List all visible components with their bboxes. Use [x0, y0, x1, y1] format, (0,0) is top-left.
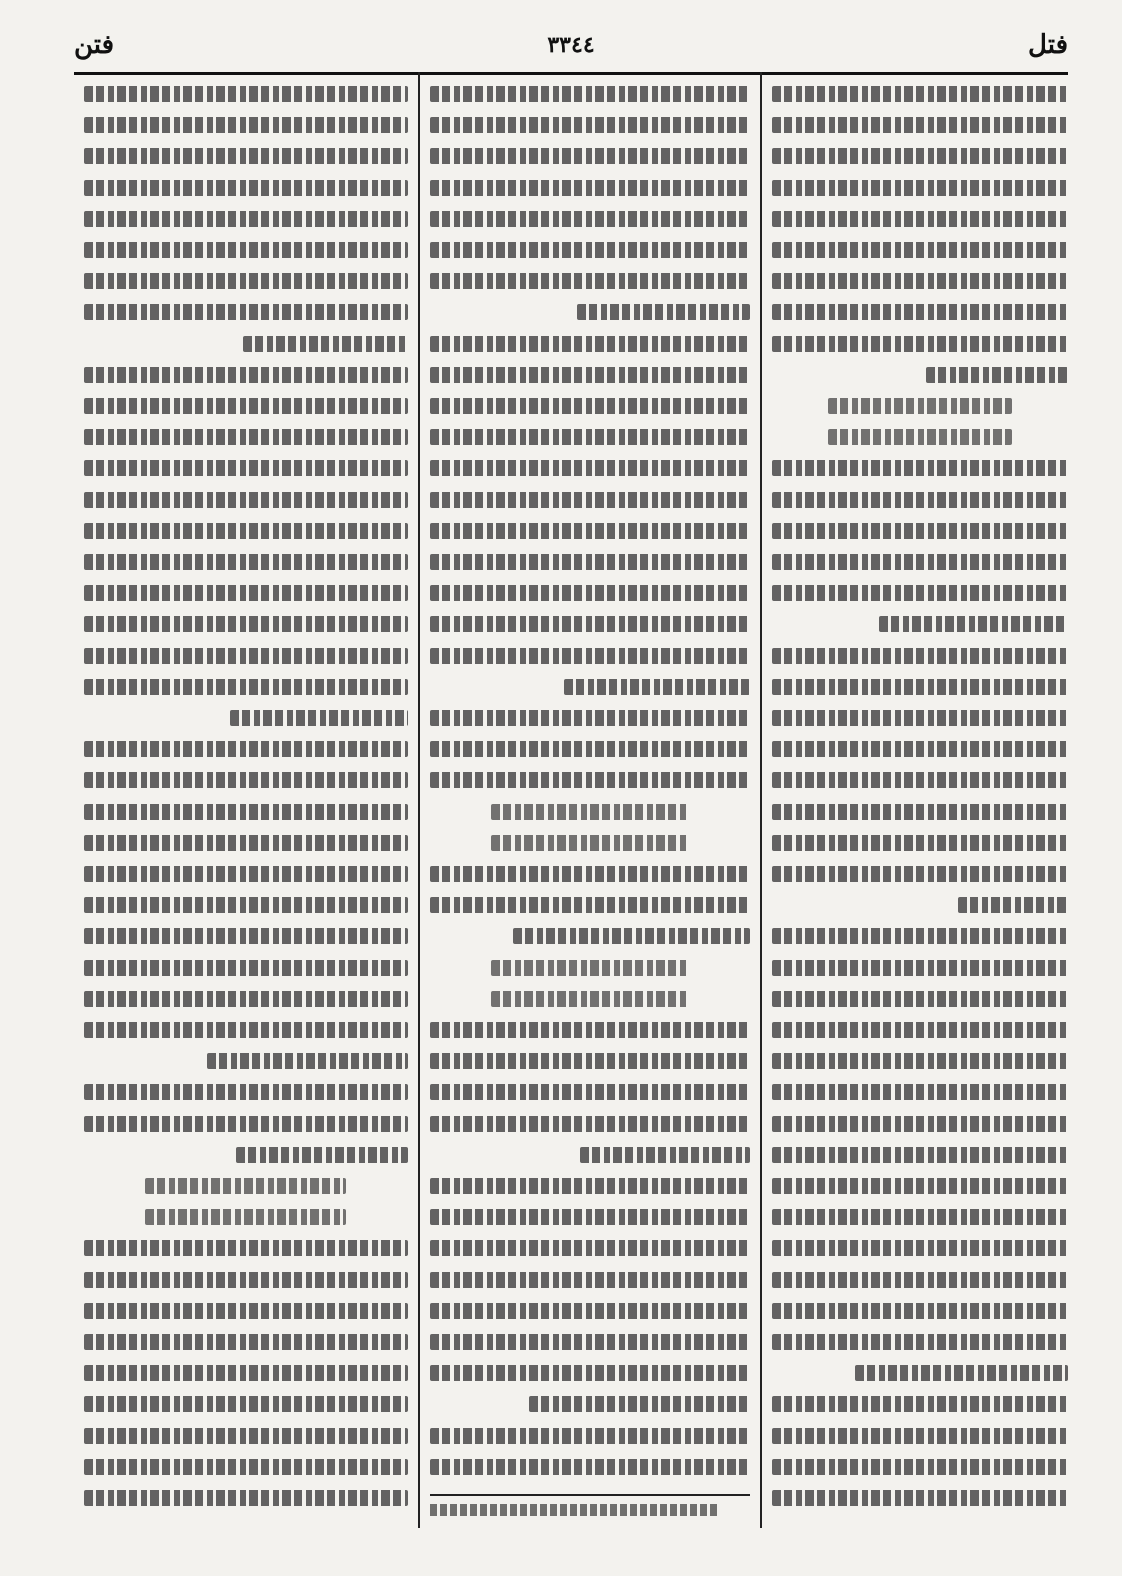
text-line — [84, 1116, 408, 1132]
text-line — [430, 866, 750, 882]
text-line — [772, 960, 1068, 976]
text-line — [772, 336, 1068, 352]
text-line — [772, 1303, 1068, 1319]
text-line — [772, 1459, 1068, 1475]
text-line — [84, 211, 408, 227]
text-line — [828, 398, 1012, 414]
text-line — [772, 1178, 1068, 1194]
text-line — [84, 304, 408, 320]
text-line — [430, 1240, 750, 1256]
text-line — [430, 117, 750, 133]
text-line — [84, 398, 408, 414]
text-line — [84, 86, 408, 102]
text-line — [430, 148, 750, 164]
text-line — [772, 554, 1068, 570]
text-line — [84, 554, 408, 570]
text-line — [84, 897, 408, 913]
text-line — [84, 242, 408, 258]
text-line — [236, 1147, 408, 1163]
column-divider-left — [418, 72, 420, 1528]
text-line — [84, 523, 408, 539]
text-line — [430, 1209, 750, 1225]
text-line — [430, 367, 750, 383]
text-line — [772, 148, 1068, 164]
text-line — [772, 928, 1068, 944]
text-line — [430, 1272, 750, 1288]
text-line — [772, 523, 1068, 539]
text-line — [772, 741, 1068, 757]
header-entry-left: فتن — [74, 30, 115, 60]
text-line — [772, 1334, 1068, 1350]
text-line — [430, 585, 750, 601]
text-column-left — [84, 86, 408, 1536]
text-line — [84, 585, 408, 601]
text-line — [772, 211, 1068, 227]
text-line — [84, 679, 408, 695]
text-line — [145, 1209, 346, 1225]
text-line — [491, 835, 689, 851]
text-line — [430, 523, 750, 539]
footnote-line — [430, 1504, 720, 1516]
text-line — [430, 741, 750, 757]
text-line — [84, 1084, 408, 1100]
text-line — [430, 1178, 750, 1194]
text-line — [772, 679, 1068, 695]
text-line — [772, 1053, 1068, 1069]
text-line — [430, 86, 750, 102]
text-line — [772, 117, 1068, 133]
text-line — [430, 273, 750, 289]
text-line — [84, 804, 408, 820]
text-line — [491, 804, 689, 820]
text-line — [772, 866, 1068, 882]
text-line — [564, 679, 750, 695]
text-line — [84, 648, 408, 664]
text-line — [430, 336, 750, 352]
text-line — [430, 1459, 750, 1475]
text-line — [513, 928, 750, 944]
text-line — [207, 1053, 408, 1069]
text-line — [772, 1396, 1068, 1412]
text-line — [84, 273, 408, 289]
text-line — [145, 1178, 346, 1194]
text-line — [577, 304, 750, 320]
text-line — [430, 616, 750, 632]
footnote-rule — [430, 1494, 750, 1496]
text-line — [84, 772, 408, 788]
text-line — [84, 180, 408, 196]
text-column-right — [772, 86, 1068, 1536]
text-line — [430, 211, 750, 227]
text-line — [491, 991, 689, 1007]
text-column-middle — [430, 86, 750, 1536]
text-line — [828, 429, 1012, 445]
text-line — [84, 991, 408, 1007]
text-line — [430, 1053, 750, 1069]
text-line — [430, 1303, 750, 1319]
text-line — [84, 367, 408, 383]
text-line — [772, 1272, 1068, 1288]
text-line — [84, 1334, 408, 1350]
text-line — [772, 492, 1068, 508]
text-line — [772, 648, 1068, 664]
text-line — [84, 1490, 408, 1506]
text-line — [84, 117, 408, 133]
text-line — [430, 897, 750, 913]
text-line — [772, 304, 1068, 320]
text-line — [772, 242, 1068, 258]
text-line — [84, 741, 408, 757]
text-line — [84, 148, 408, 164]
text-line — [958, 897, 1068, 913]
text-line — [84, 1272, 408, 1288]
column-divider-right — [760, 72, 762, 1528]
text-line — [430, 772, 750, 788]
text-line — [491, 960, 689, 976]
text-line — [84, 835, 408, 851]
text-line — [430, 710, 750, 726]
text-line — [430, 398, 750, 414]
text-line — [430, 180, 750, 196]
text-line — [430, 1084, 750, 1100]
text-line — [529, 1396, 750, 1412]
text-line — [772, 710, 1068, 726]
text-line — [84, 1303, 408, 1319]
text-line — [430, 1022, 750, 1038]
text-line — [772, 1428, 1068, 1444]
page-number: ٣٣٤٤ — [547, 32, 595, 58]
text-line — [772, 1240, 1068, 1256]
text-line — [580, 1147, 750, 1163]
text-line — [430, 429, 750, 445]
text-line — [230, 710, 408, 726]
text-line — [772, 804, 1068, 820]
text-line — [772, 1490, 1068, 1506]
text-line — [879, 616, 1068, 632]
text-line — [772, 835, 1068, 851]
text-line — [772, 86, 1068, 102]
text-line — [772, 273, 1068, 289]
text-line — [772, 991, 1068, 1007]
text-line — [772, 180, 1068, 196]
header-rule — [74, 72, 1068, 75]
text-line — [430, 1334, 750, 1350]
text-line — [430, 554, 750, 570]
text-line — [772, 1084, 1068, 1100]
text-line — [84, 1240, 408, 1256]
text-line — [430, 1428, 750, 1444]
text-line — [84, 1022, 408, 1038]
text-line — [430, 492, 750, 508]
text-line — [855, 1365, 1068, 1381]
text-line — [772, 1116, 1068, 1132]
header-entry-right: فتل — [1028, 30, 1068, 60]
text-line — [84, 928, 408, 944]
text-line — [926, 367, 1068, 383]
text-line — [84, 616, 408, 632]
text-line — [84, 1428, 408, 1444]
text-line — [84, 460, 408, 476]
text-line — [84, 1459, 408, 1475]
page-header — [74, 30, 1068, 70]
text-line — [430, 242, 750, 258]
text-line — [84, 429, 408, 445]
text-line — [84, 960, 408, 976]
text-line — [84, 1396, 408, 1412]
text-line — [84, 866, 408, 882]
text-line — [772, 772, 1068, 788]
text-line — [772, 1147, 1068, 1163]
text-line — [430, 1365, 750, 1381]
text-line — [772, 1022, 1068, 1038]
text-line — [430, 460, 750, 476]
text-line — [243, 336, 408, 352]
text-line — [430, 1116, 750, 1132]
text-line — [430, 648, 750, 664]
text-line — [772, 585, 1068, 601]
text-line — [84, 1365, 408, 1381]
text-line — [772, 1209, 1068, 1225]
text-line — [772, 460, 1068, 476]
text-line — [84, 492, 408, 508]
